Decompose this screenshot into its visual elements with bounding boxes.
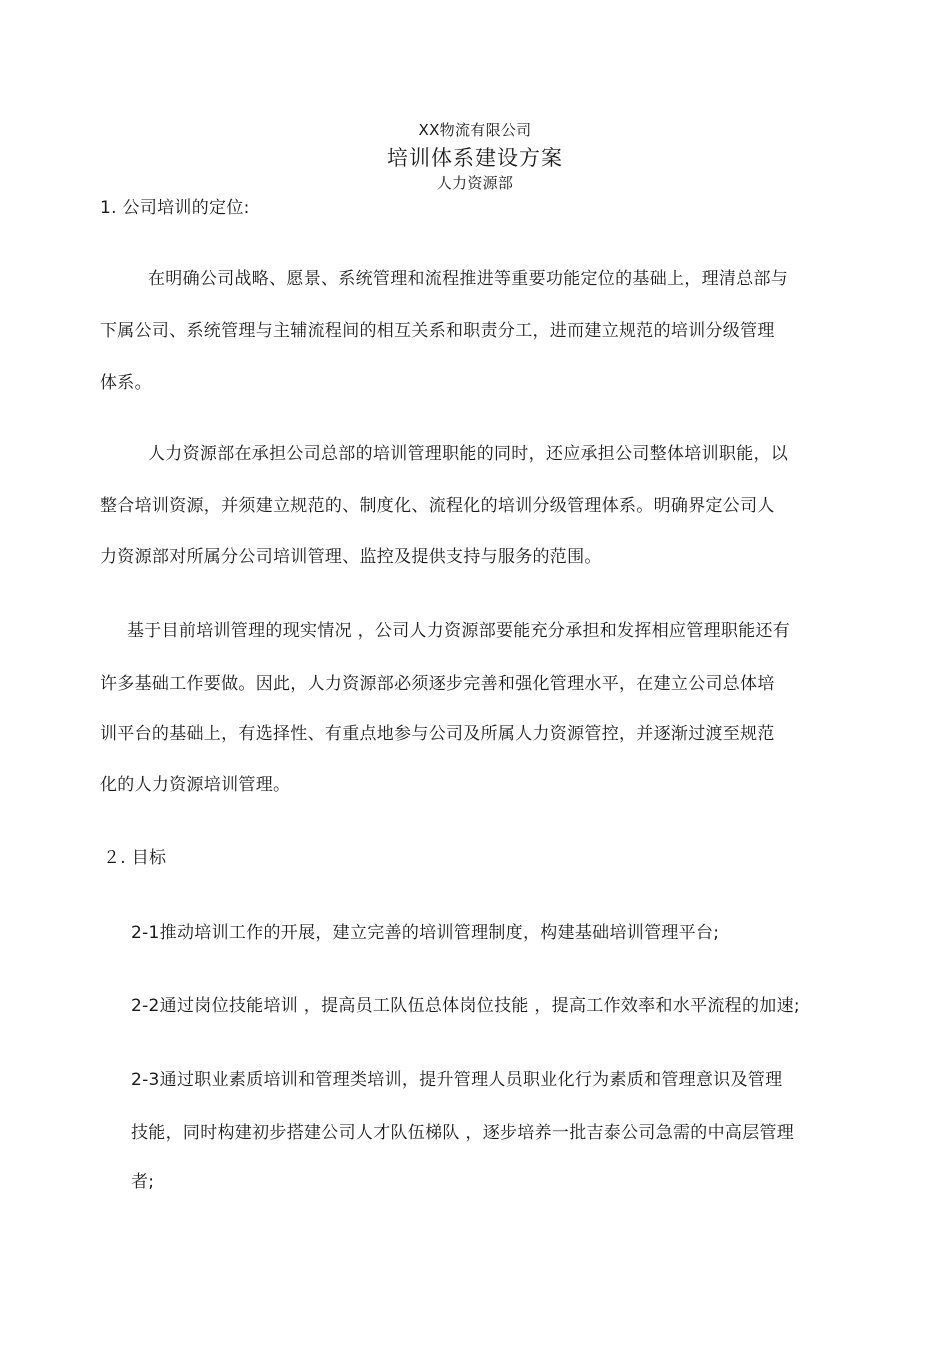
document-title: 培训体系建设方案 xyxy=(387,146,563,170)
goal-item: 技能，同时构建初步搭建公司人才队伍梯队 ，逐步培养一批吉泰公司急需的中高层管理 xyxy=(131,1123,795,1143)
paragraph-line: 下属公司、系统管理与主辅流程间的相互关系和职责分工，进而建立规范的培训分级管理 xyxy=(100,321,775,341)
company-name: XX物流有限公司 xyxy=(418,121,532,139)
paragraph-line: 在明确公司战略、愿景、系统管理和流程推进等重要功能定位的基础上，理清总部与 xyxy=(148,269,789,289)
department-name: 人力资源部 xyxy=(436,174,514,192)
paragraph-line: 力资源部对所属分公司培训管理、监控及提供支持与服务的范围。 xyxy=(100,547,602,567)
goal-item: 者; xyxy=(131,1172,155,1192)
paragraph-line: 整合培训资源，并须建立规范的、制度化、流程化的培训分级管理体系。明确界定公司人 xyxy=(100,496,775,516)
section-1-heading: 1. 公司培训的定位: xyxy=(100,198,250,218)
section-2-heading: ２. 目标 xyxy=(103,848,167,868)
paragraph-line: 许多基础工作要做。因此，人力资源部必须逐步完善和强化管理水平，在建立公司总体培 xyxy=(100,674,775,694)
goal-item: 2-1推动培训工作的开展，建立完善的培训管理制度，构建基础培训管理平台; xyxy=(131,923,720,943)
paragraph-line: 训平台的基础上，有选择性、有重点地参与公司及所属人力资源管控，并逐渐过渡至规范 xyxy=(100,724,775,744)
paragraph-line: 体系。 xyxy=(100,373,152,393)
paragraph-line: 人力资源部在承担公司总部的培训管理职能的同时，还应承担公司整体培训职能，以 xyxy=(148,444,789,464)
goal-item: 2-3通过职业素质培训和管理类培训，提升管理人员职业化行为素质和管理意识及管理 xyxy=(131,1070,783,1090)
paragraph-line: 基于目前培训管理的现实情况 ，公司人力资源部要能充分承担和发挥相应管理职能还有 xyxy=(127,621,791,641)
goal-item: 2-2通过岗位技能培训 ，提高员工队伍总体岗位技能 ，提高工作效率和水平流程的加速; xyxy=(131,996,800,1016)
paragraph-line: 化的人力资源培训管理。 xyxy=(100,775,291,795)
